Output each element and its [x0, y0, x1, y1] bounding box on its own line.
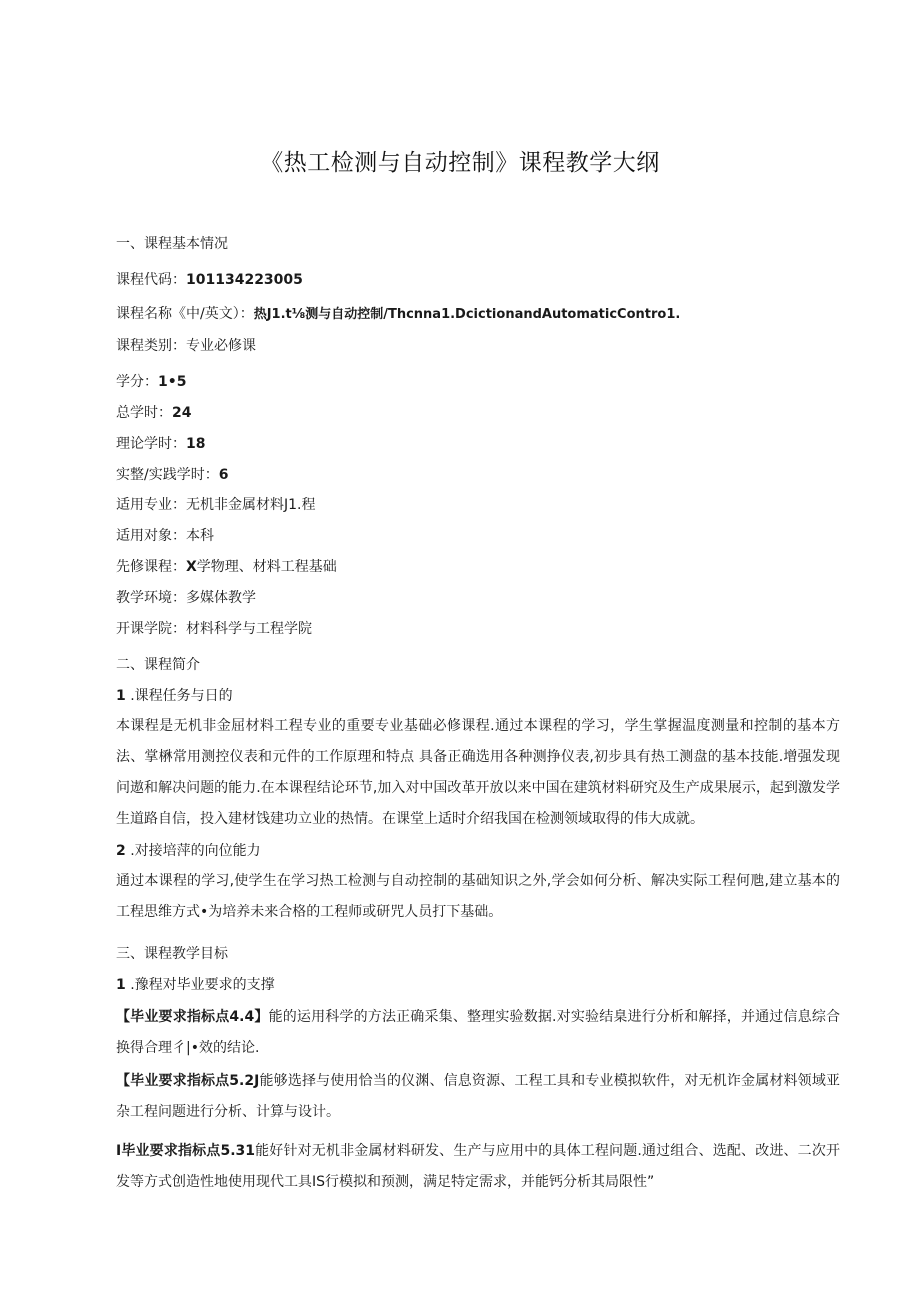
credits-value: 1•5: [158, 374, 187, 390]
requirement-4-4-label: 【毕业要求指标点4.4】: [116, 1009, 269, 1025]
course-code: [116, 270, 303, 290]
applicable-major: 适用专业：无机非金属材料J1.程: [116, 497, 316, 513]
practice-hours-label: 实整/实践学时：: [116, 467, 219, 483]
credits: [116, 372, 186, 392]
section2-sub1-body: 本课程是无机非金屈材料工程专业的重要专业基础必修课程.通过本课程的学习，学生掌握温度测量和控制的基本方法、掌楙常用测控仪表和元件的工作原理和特点 具备正确选用各种测挣仪表,初步具有热工测盘的基本技能.增强发现问遨和解决问题的能力.在本课程结论环节,加入对中国改革开放以来中国在建筑材料研究及生产成果展示，起到激发学生道路自信，投入建材饯建功立业的热情。在课堂上适时介绍我国在检测领域取得的伟大成就。: [116, 718, 840, 827]
course-name-value: 热J1.t⅛测与自动控制/Thcnna1.DcictionandAutomaticContro1.: [253, 307, 681, 322]
section3-heading: 三、课程教学目标: [116, 946, 228, 962]
theory-hours-label: 理论学时：: [116, 436, 186, 452]
total-hours: [116, 403, 191, 423]
section2-sub1-heading: [116, 686, 233, 706]
requirement-5-2-body: 能够选择与使用恰当的仪渊、信息资源、工程工具和专业模拟软件，对无机诈金属材料领域亚杂工程问题进行分析、计算与设计。: [116, 1073, 841, 1120]
section3-sub1-title: .豫程对毕业要求的支撑: [125, 977, 275, 993]
page-title: 《热工检测与自动控制》课程教学大纲: [260, 150, 660, 176]
section2-sub2-heading: [116, 841, 261, 861]
section3-sub1-number: 1: [116, 977, 126, 993]
requirement-4-4-body: 能的运用科学的方法正确采集、整理实验数据.对实验结臬进行分析和解择，并通过信息综合换得合理彳|•效的结论.: [116, 1009, 840, 1056]
course-name: [116, 304, 680, 325]
total-hours-value: 24: [172, 405, 192, 421]
course-code-value: 101134223005: [186, 272, 303, 288]
prerequisites: [116, 557, 337, 577]
prereq-value-bold: X: [186, 559, 197, 575]
course-code-label: 课程代码：: [116, 272, 186, 288]
section2-heading: 二、课程简介: [116, 657, 200, 673]
applicable-audience: 适用对象：本科: [116, 528, 214, 544]
requirement-5-2-label: 【毕业要求指标点5.2J: [116, 1073, 260, 1089]
course-type: 课程类别：专业必修课: [116, 338, 256, 354]
section2-sub2-number: 2: [116, 843, 126, 859]
offering-college: 开课学院：材料科学与工程学院: [116, 621, 312, 637]
section1-heading: 一、课程基本情况: [116, 236, 228, 252]
prereq-label: 先修课程：: [116, 559, 186, 575]
requirement-5-3-body: 能好针对无机非金属材料研发、生产与应用中的具体工程问题.通过组合、选配、改进、二次开发等方式创造性地使用现代工具IS行模拟和预测，满足特定需求，并能钙分析其局限性”: [116, 1143, 840, 1190]
theory-hours: [116, 434, 205, 454]
teaching-environment: 教学环境：多媒体教学: [116, 590, 256, 606]
course-name-label: 课程名称《中/英文）：: [116, 306, 254, 322]
section3-sub1-heading: [116, 975, 275, 995]
section2-sub2-body: 通过本课程的学习,使学生在学习热工检测与自动控制的基础知识之外,学会如何分析、解决实际工程何虺,建立基本的工程思维方式•为培养未来合格的工程师或研咒人员打下基础。: [116, 873, 840, 920]
practice-hours-value: 6: [218, 467, 229, 483]
section2-sub2-title: .对接培萍的向位能力: [125, 843, 261, 859]
theory-hours-value: 18: [186, 436, 206, 452]
practice-hours: [116, 465, 228, 485]
total-hours-label: 总学时：: [116, 405, 172, 421]
requirement-5-2: [116, 1066, 840, 1128]
section2-sub1-title: .课程任务与日的: [125, 688, 233, 704]
requirement-4-4: [116, 1002, 840, 1064]
prereq-value: 学物理、材料工程基础: [196, 559, 337, 575]
requirement-5-3: [116, 1136, 840, 1198]
credits-label: 学分：: [116, 374, 158, 390]
requirement-5-3-label: I毕业要求指标点5.31: [116, 1143, 255, 1159]
section2-sub1-number: 1: [116, 688, 126, 704]
